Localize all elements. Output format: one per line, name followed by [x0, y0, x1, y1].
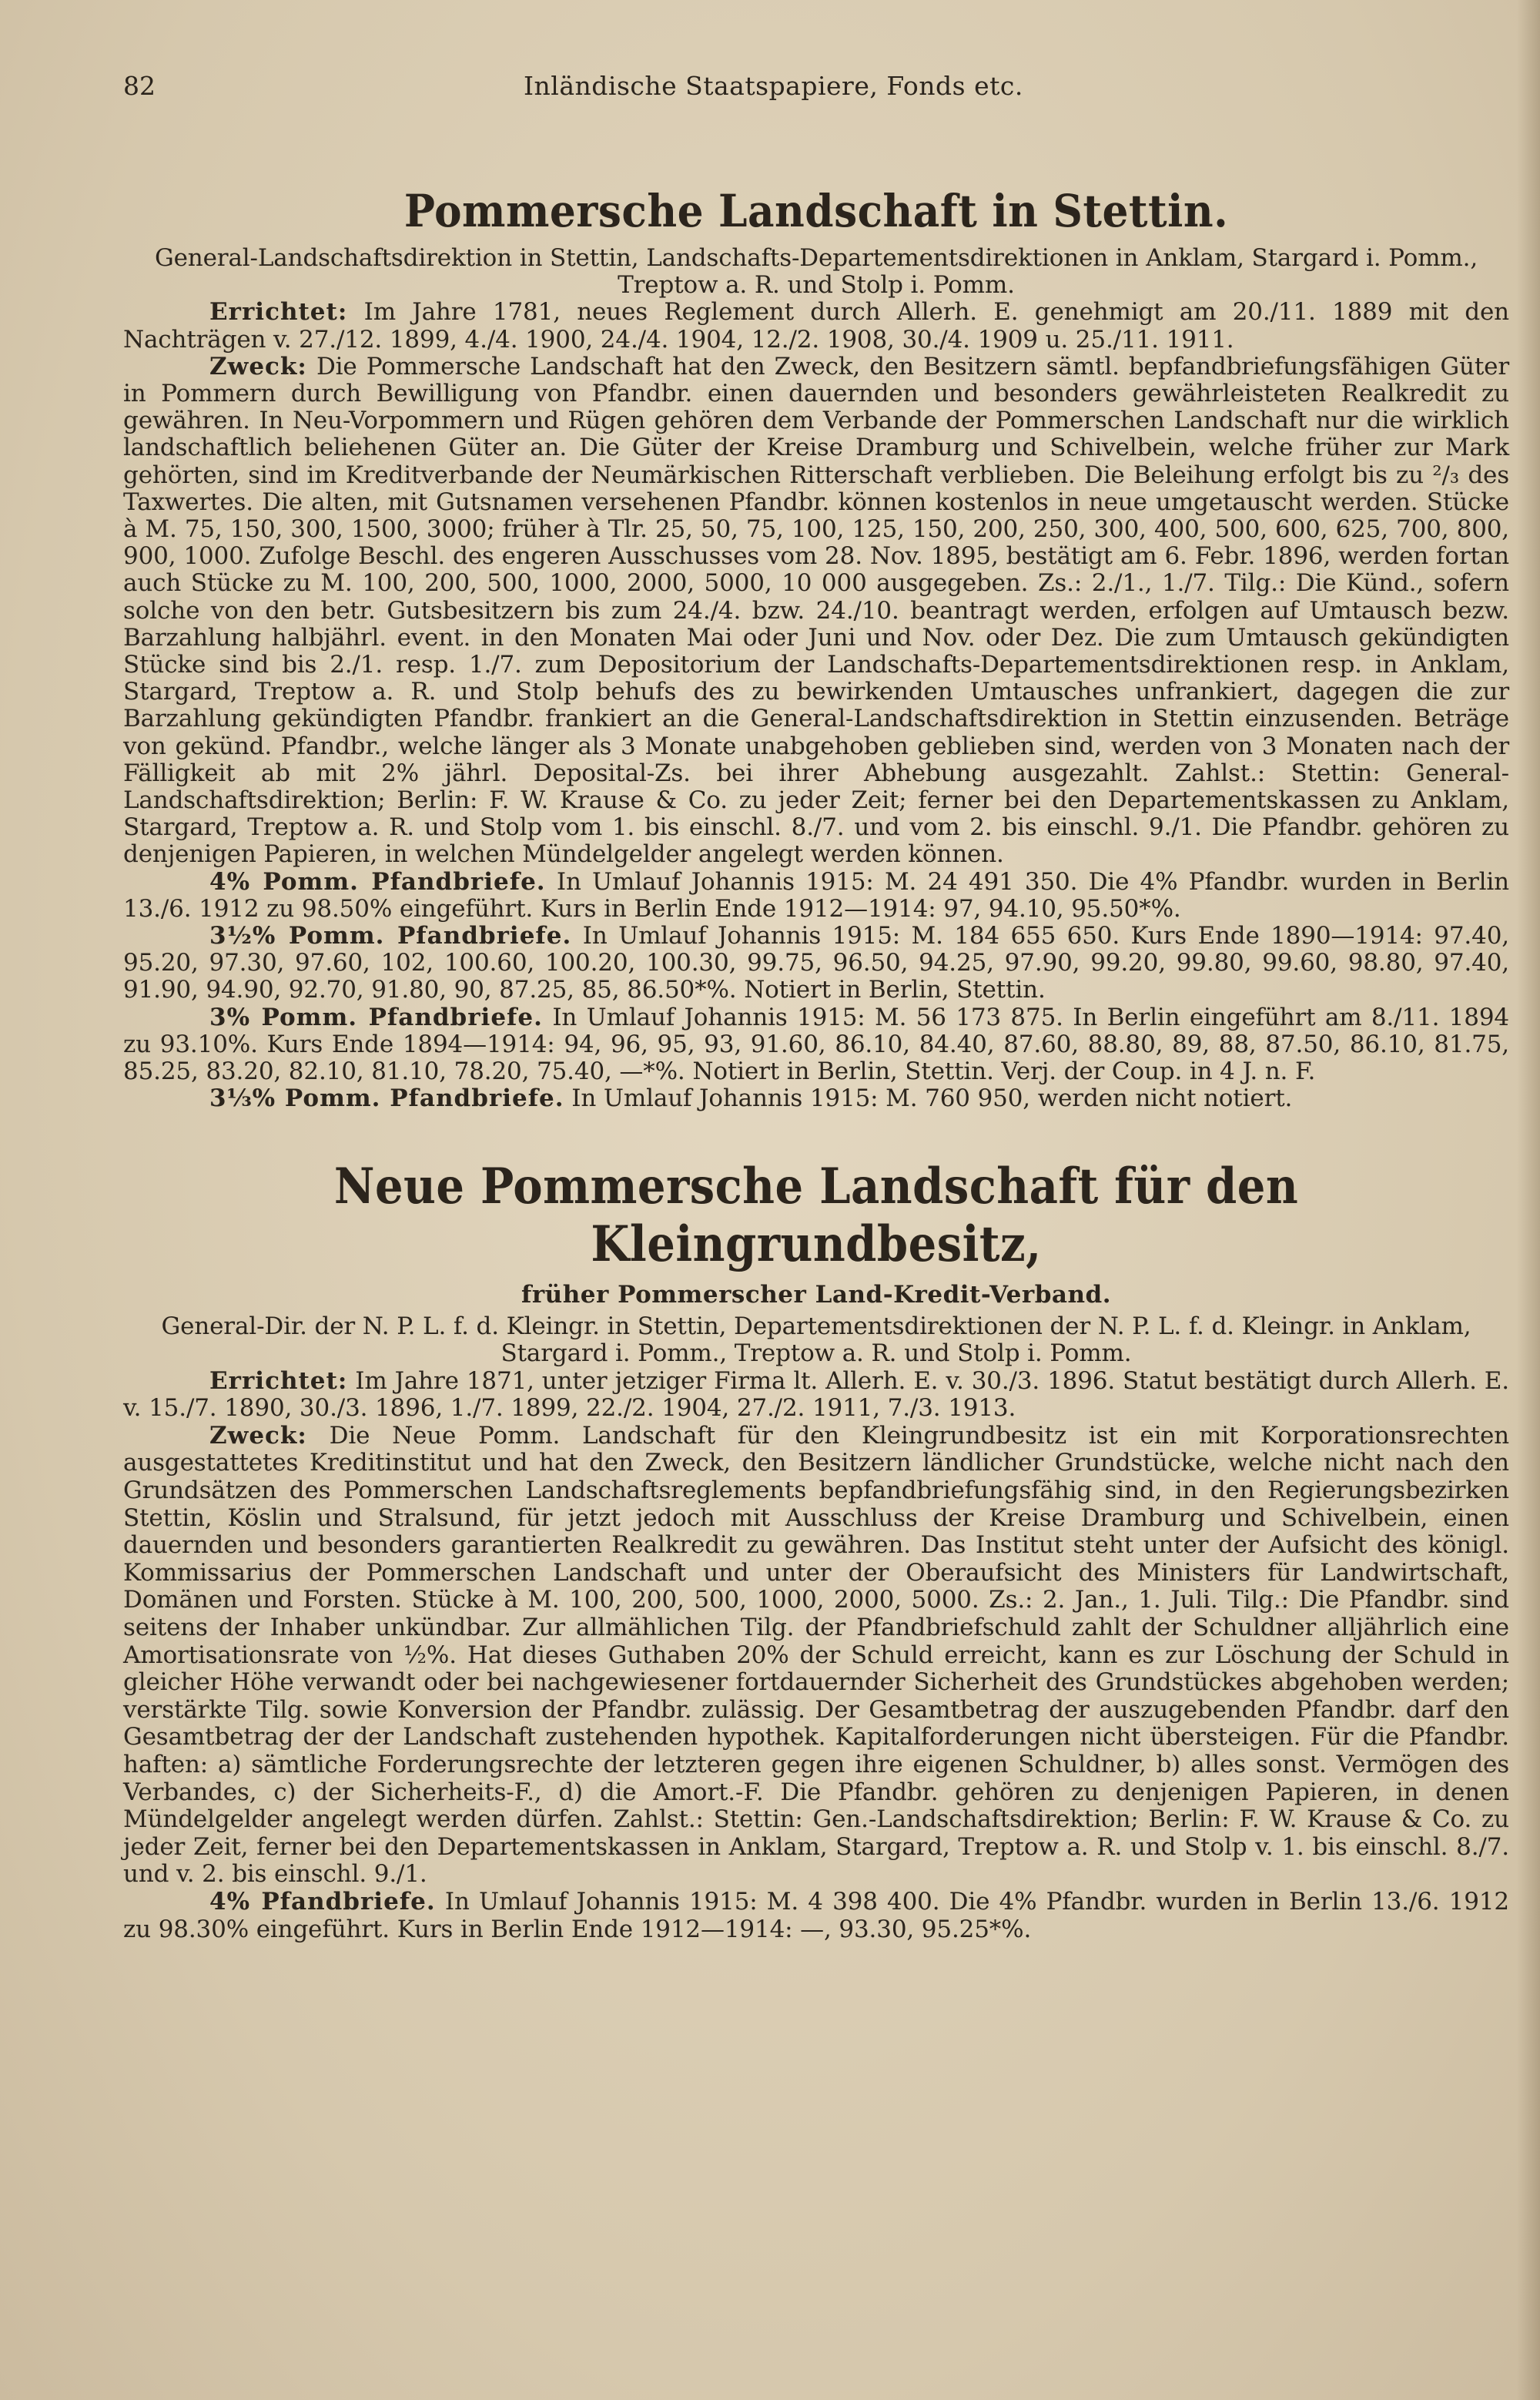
bond-item-label: 4% Pomm. Pfandbriefe. [209, 867, 546, 896]
purpose-label: Zweck: [209, 352, 307, 380]
bond-item-label: 4% Pfandbriefe. [209, 1887, 436, 1916]
established-label: Errichtet: [209, 1366, 348, 1395]
bond-item-text: In Umlauf Johannis 1915: M. 56 173 875. In Berlin eingeführt am 8./11. 1894 zu 93.10%. Kurs Ende 1894—1914: 94, 96, 95, 93, 91.60, 86.10, 84.40, 87.60, 88.80, 89, 88, 87.50, 86.10, 81.75, 85.25, 83.20, 82.10, 81.10, 78.20, 75.40, —*%. Notiert in Berlin, Stettin. Verj. der Coup. in 4 J. n. F. [123, 1003, 1509, 1086]
section-2-purpose [123, 1423, 1509, 1889]
section-1-established [123, 299, 1509, 353]
purpose-label: Zweck: [209, 1421, 307, 1450]
bond-item-text: In Umlauf Johannis 1915: M. 4 398 400. Die 4% Pfandbr. wurden in Berlin 13./6. 1912 zu 98.30% eingeführt. Kurs in Berlin Ende 1912—1914: —, 93.30, 95.25*%. [123, 1887, 1509, 1943]
bond-item-3pct [123, 1004, 1509, 1086]
purpose-text: Die Pommersche Landschaft hat den Zweck, den Besitzern sämtl. bepfandbriefungsfähigen Güter in Pommern durch Bewilligung von Pfandbr. einen dauernden und besonders gewährleisteten Realkredit zu gewähren. In Neu-Vorpommern und Rügen gehören dem Verbande der Pommerschen Landschaft nur die wirklich landschaftlich beliehenen Güter an. Die Güter der Kreise Dramburg und Schivelbein, welche früher zur Mark gehörten, sind im Kreditverbande der Neumärkischen Ritterschaft verblieben. Die Beleihung erfolgt bis zu ²/₃ des Taxwertes. Die alten, mit Gutsnamen versehenen Pfandbr. können kostenlos in neue umgetauscht werden. Stücke à M. 75, 150, 300, 1500, 3000; früher à Tlr. 25, 50, 75, 100, 125, 150, 200, 250, 300, 400, 500, 600, 625, 700, 800, 900, 1000. Zufolge Beschl. des engeren Ausschusses vom 28. Nov. 1895, bestätigt am 6. Febr. 1896, werden fortan auch Stücke zu M. 100, 200, 500, 1000, 2000, 5000, 10 000 ausgegeben. Zs.: 2./1., 1./7. Tilg.: Die Künd., sofern solche von den betr. Gutsbesitzern bis zum 24./4. bzw. 24./10. beantragt werden, erfolgen auf Umtausch bezw. Barzahlung halbjährl. event. in den Monaten Mai oder Juni und Nov. oder Dez. Die zum Umtausch gekündigten Stücke sind bis 2./1. resp. 1./7. zum Depositorium der Landschafts-Departementsdirektionen resp. in Anklam, Stargard, Treptow a. R. und Stolp behufs des zu bewirkenden Umtausches unfrankiert, dagegen die zur Barzahlung gekündigten Pfandbr. frankiert an die General-Landschaftsdirektion in Stettin einzusenden. Beträge von gekünd. Pfandbr., welche länger als 3 Monate unabgehoben geblieben sind, werden von 3 Monaten nach der Fälligkeit ab mit 2% jährl. Deposital-Zs. bei ihrer Abhebung ausgezahlt. Zahlst.: Stettin: General-Landschaftsdirektion; Berlin: F. W. Krause & Co. zu jeder Zeit; ferner bei den Departementskassen zu Anklam, Stargard, Treptow a. R. und Stolp vom 1. bis einschl. 8./7. und vom 2. bis einschl. 9./1. Die Pfandbr. gehören zu denjenigen Papieren, in welchen Mündelgelder angelegt werden können. [123, 352, 1509, 869]
section-1-subtitle: General-Landschaftsdirektion in Stettin, Landschafts-Departementsdirektionen in Anklam, Stargard i. Pomm., Treptow a. R. und Stolp i. Pomm. [154, 244, 1478, 300]
bond-item-text: In Umlauf Johannis 1915: M. 184 655 650. Kurs Ende 1890—1914: 97.40, 95.20, 97.30, 97.60, 102, 100.60, 100.20, 100.30, 99.75, 96.50, 94.25, 97.90, 99.20, 99.80, 99.60, 98.80, 97.40, 91.90, 94.90, 92.70, 91.80, 90, 87.25, 85, 86.50*%. Notiert in Berlin, Stettin. [123, 922, 1509, 1004]
section-pommersche-landschaft [123, 185, 1509, 1113]
section-neue-pommersche-landschaft [123, 1158, 1509, 1944]
running-head [123, 60, 1509, 114]
bond-item-label: 3⅓% Pomm. Pfandbriefe. [209, 1084, 564, 1113]
section-2-subtitle: General-Dir. der N. P. L. f. d. Kleingr. in Stettin, Departementsdirektionen der N. P. L. f. d. Kleingr. in Anklam, Stargard i. Pomm., Treptow a. R. und Stolp i. Pomm. [161, 1312, 1471, 1368]
section-1-title: Pommersche Landschaft in Stettin. [403, 185, 1229, 237]
bond-item-3-5pct [123, 923, 1509, 1004]
bond-item-text: In Umlauf Johannis 1915: M. 24 491 350. Die 4% Pfandbr. wurden in Berlin 13./6. 1912 zu 98.50% eingeführt. Kurs in Berlin Ende 1912—1914: 97, 94.10, 95.50*%. [123, 867, 1509, 923]
section-2-established [123, 1368, 1509, 1423]
bond-item-text: In Umlauf Johannis 1915: M. 760 950, werden nicht notiert. [571, 1084, 1293, 1113]
page-edge-shadow [1517, 0, 1540, 2400]
section-1-purpose [123, 354, 1509, 869]
established-label: Errichtet: [209, 298, 348, 327]
bond-item-3-third-pct [123, 1085, 1509, 1112]
bond-item-4pct [123, 869, 1509, 923]
section-2-title: Neue Pommersche Landschaft für den Kleingrundbesitz, [333, 1157, 1299, 1273]
section-2-former-name: früher Pommerscher Land-Kredit-Verband. [521, 1280, 1111, 1309]
page-number: 82 [123, 71, 156, 101]
bond-item-4pct-neue [123, 1889, 1509, 1943]
established-text: Im Jahre 1871, unter jetziger Firma lt. Allerh. E. v. 30./3. 1896. Statut bestätigt durch Allerh. E. v. 15./7. 1890, 30./3. 1896, 1./7. 1899, 22./2. 1904, 27./2. 1911, 7./3. 1913. [123, 1366, 1509, 1423]
bond-item-label: 3½% Pomm. Pfandbriefe. [209, 922, 572, 950]
running-title: Inländische Staatspapiere, Fonds etc. [524, 71, 1023, 101]
bond-item-label: 3% Pomm. Pfandbriefe. [209, 1003, 543, 1031]
purpose-text: Die Neue Pomm. Landschaft für den Kleingrundbesitz ist ein mit Korporationsrechten ausgestattetes Kreditinstitut und hat den Zweck, den Besitzern ländlicher Grundstücke, welche nicht nach den Grundsätzen des Pommerschen Landschaftsreglements bepfandbriefungsfähig sind, in den Regierungsbezirken Stettin, Köslin und Stralsund, für jetzt jedoch mit Ausschluss der Kreise Dramburg und Schivelbein, einen dauernden und besonders garantierten Realkredit zu gewähren. Das Institut steht unter der Aufsicht des königl. Kommissarius der Pommerschen Landschaft und unter der Oberaufsicht des Ministers für Landwirtschaft, Domänen und Forsten. Stücke à M. 100, 200, 500, 1000, 2000, 5000. Zs.: 2. Jan., 1. Juli. Tilg.: Die Pfandbr. sind seitens der Inhaber unkündbar. Zur allmählichen Tilg. der Pfandbriefschuld zahlt der Schuldner alljährlich eine Amortisationsrate von ½%. Hat dieses Guthaben 20% der Schuld erreicht, kann es zur Löschung der Schuld in gleicher Höhe verwandt oder bei nachgewiesener fortdauernder Sicherheit des Grundstückes abgehoben werden; verstärkte Tilg. sowie Konversion der Pfandbr. zulässig. Der Gesamtbetrag der auszugebenden Pfandbr. darf den Gesamtbetrag der der Landschaft zustehenden hypothek. Kapitalforderungen nicht übersteigen. Für die Pfandbr. haften: a) sämtliche Forderungsrechte der letzteren gegen ihre eigenen Schuldner, b) alles sonst. Vermögen des Verbandes, c) der Sicherheits-F., d) die Amort.-F. Die Pfandbr. gehören zu denjenigen Papieren, in denen Mündelgelder angelegt werden dürfen. Zahlst.: Stettin: Gen.-Landschaftsdirektion; Berlin: F. W. Krause & Co. zu jeder Zeit, ferner bei den Departementskassen in Anklam, Stargard, Treptow a. R. und Stolp v. 1. bis einschl. 8./7. und v. 2. bis einschl. 9./1. [123, 1421, 1509, 1889]
established-text: Im Jahre 1781, neues Reglement durch Allerh. E. genehmigt am 20./11. 1889 mit den Nachträgen v. 27./12. 1899, 4./4. 1900, 24./4. 1904, 12./2. 1908, 30./4. 1909 u. 25./11. 1911. [123, 298, 1509, 354]
